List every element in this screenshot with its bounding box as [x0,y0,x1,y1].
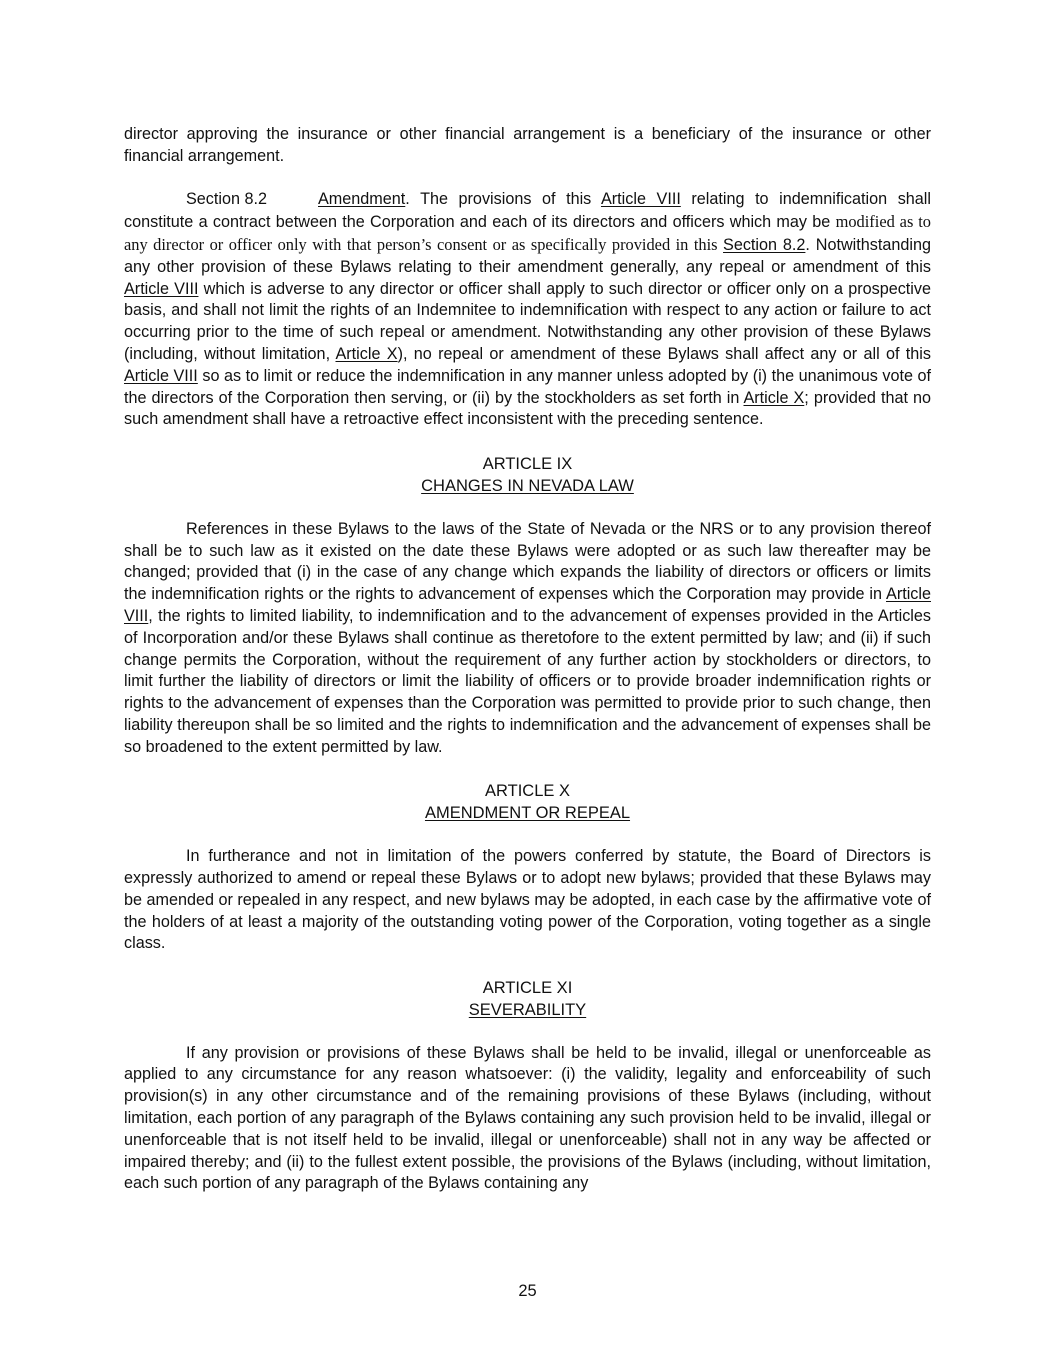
section-number: Section 8.2 [186,190,267,209]
spacer [124,824,931,846]
text-run: ; provided that no such amendment shall have a retroactive effect inconsistent with the preceding sentence. [124,388,931,429]
article-x-title: AMENDMENT OR REPEAL [424,804,631,823]
article-xi-title: SEVERABILITY [468,1000,587,1019]
cross-reference-link[interactable]: Article VIII [124,585,931,625]
text-run: , the rights to limited liability, to indemnification and to the advancement of expenses provided in the Articles of Incorporation and/or these Bylaws shall continue as theretofore to the extent permitted by law; and (ii) if such change permits the Corporation, without the requirement of any further action by stockholders or directors, to limit further the liability of directors or limit the liability of officers or to provide broader indemnification rights or rights to the advancement of expenses than the Corporation was permitted to provide prior to such change, then liability thereupon shall be so limited and the rights to indemnification and the advancement of expenses shall be so broadened to the extent permitted by law. [124,606,931,756]
article-xi-heading: ARTICLE XI [482,978,573,997]
text-run: relating to indemnification shall constitute a contract between the Corporation and each of its directors and officers which may be [124,190,931,232]
text-run: . [405,190,410,209]
cross-reference-link[interactable]: Article VIII [124,366,198,385]
spacer [124,1021,931,1043]
article-ix-paragraph [124,519,931,759]
document-page [124,124,931,1195]
spacer [124,431,931,453]
text-run: The provisions of this [409,190,601,209]
text-run: so as to limit or reduce the indemnification in any manner unless adopted by (i) the unanimous vote of the directors of the Corporation then serving, or (ii) by the stockholders as set forth in [124,366,932,407]
article-xi-paragraph: If any provision or provisions of these Bylaws shall be held to be invalid, illegal or unenforceable as applied to any circumstance for any reason whatsoever: (i) the validity, legality and enforceability of such provision(s) in any other circumstance and of the remaining provisions of these Bylaws (including, without limitation, each portion of any paragraph of the Bylaws containing any such provision held to be invalid, illegal or unenforceable that is not itself held to be invalid, illegal or unenforceable) shall not in any way be affected or impaired thereby; and (ii) to the fullest extent possible, the provisions of the Bylaws (including, without limitation, each such portion of any paragraph of the Bylaws containing any [124,1043,931,1193]
spacer [124,497,931,519]
text-run: modified as to any director or officer only with that person’s consent or as specifically provided in this [124,212,931,254]
text-run: ), no repeal or amendment of these Bylaws shall affect any or all of this [397,344,932,363]
cross-reference-link[interactable]: Article VIII [124,279,199,298]
cross-reference-link[interactable]: Article X [743,388,805,407]
cross-reference-link[interactable]: Article X [335,344,398,363]
article-x-heading: ARTICLE X [485,782,570,801]
spacer [124,955,931,977]
cross-reference-link[interactable]: Article VIII [600,190,681,209]
article-ix-heading: ARTICLE IX [482,454,573,473]
text-run: which is adverse to any director or officer shall apply to such director or officer only on a prospective basis, and shall not limit the rights of an Indemnitee to indemnification with respect to any action or failure to act occurring prior to the time of such repeal or amendment. Notwithstanding any other provision of these Bylaws (including, without limitation, [124,279,931,363]
text-run: References in these Bylaws to the laws of the State of Nevada or the NRS or to any provision thereof shall be to such law as it existed on the date these Bylaws were adopted or as such law thereafter may be changed; provided that (i) in the case of any change which expands the liability of directors or officers or limits the indemnification rights or the rights to advancement of expenses which the Corporation may provide in [124,519,931,604]
spacer [124,168,931,190]
page-number: 25 [518,1282,537,1300]
intro-paragraph: director approving the insurance or other financial arrangement is a beneficiary of the insurance or other financial arrangement. [124,125,931,165]
section-title: Amendment [318,190,406,209]
article-ix-title: CHANGES IN NEVADA LAW [421,476,634,495]
section-8-2-paragraph [124,189,931,431]
spacer [124,759,931,781]
article-x-paragraph: In furtherance and not in limitation of the powers conferred by statute, the Board of Directors is expressly authorized to amend or repeal these Bylaws or to adopt new bylaws; provided that these Bylaws may be amended or repealed in any respect, and new bylaws may be adopted, in each case by the affirmative vote of the holders of at least a majority of the outstanding voting power of the Corporation, voting together as a single class. [124,847,931,953]
text-run: . Notwithstanding any other provision of these Bylaws relating to their amendment generally, any repeal or amendment of this [124,235,931,276]
cross-reference-link[interactable]: Section 8.2 [723,235,806,254]
